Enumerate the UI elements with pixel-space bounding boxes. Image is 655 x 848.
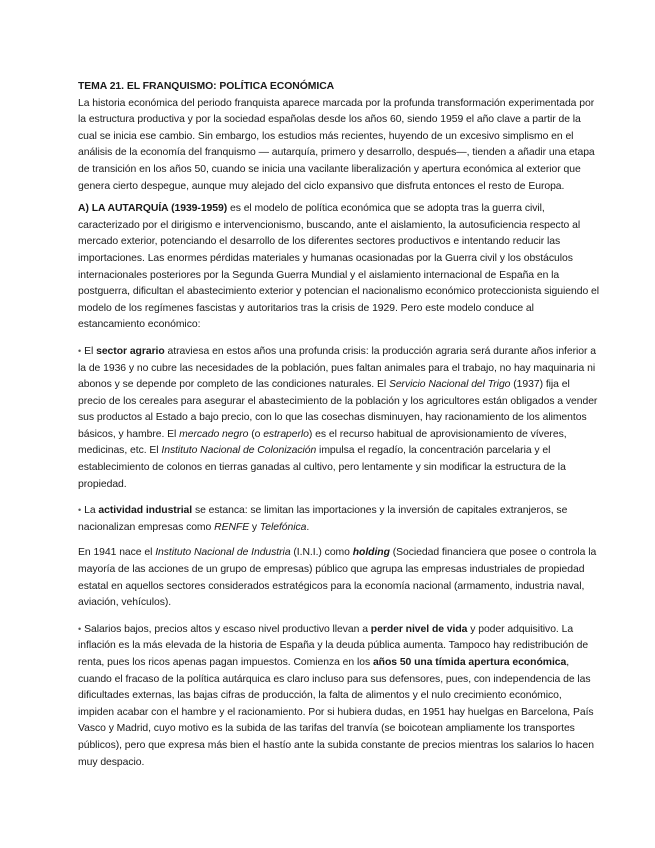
bullet-icon: • bbox=[78, 623, 82, 634]
autarquia-paragraph: A) LA AUTARQUÍA (1939-1959) es el modelo de política económica que se adopta tras la guerra civil, caracterizado por el dirigismo e intervencionismo, buscando, ante el aislamiento, la autosuficiencia respecto al mercado exterior, potenciando el desarrollo de los diferentes sectores productivos e intentando reducir las importaciones. Las enormes pérdidas materiales y humanas ocasionadas por la Guerra civil y los obstáculos internacionales posteriores por la Segunda Guerra Mundial y el aislamiento internacional de España en la postguerra, dificultan el abastecimiento exterior y potencian el nacionalismo económico proteccionista siguiendo el modelo de los regímenes fascistas y autoritarios tras la crisis de 1929. Pero este modelo conduce al estancamiento económico: bbox=[78, 203, 600, 331]
ini-paragraph: En 1941 nace el Instituto Nacional de Industria (I.N.I.) como holding (Sociedad financiera que posee o controla la mayoría de las acciones de un grupo de empresas) público que agrupa las empresas industriales de propiedad estatal en aquellos sectores considerados estratégicos para la economía nacional (armamento, industria naval, aviación, vehículos). bbox=[78, 547, 597, 609]
document-title: TEMA 21. EL FRANQUISMO: POLÍTICA ECONÓMICA bbox=[78, 81, 335, 92]
industrial-paragraph: • La actividad industrial se estanca: se limitan las importaciones y la inversión de capitales extranjeros, se nacionalizan empresas como RENFE y Telefónica. bbox=[78, 505, 568, 533]
bullet-icon: • bbox=[78, 505, 82, 516]
bullet-icon: • bbox=[78, 345, 82, 356]
agrario-paragraph: • El sector agrario atraviesa en estos años una profunda crisis: la producción agraria será durante años inferior a la de 1936 y no cubre las necesidades de la población, pues faltan animales para el trabajo, no hay maquinaria ni abonos y se depende por completo de las condiciones naturales. El Servicio Nacional del Trigo (1937) fija el precio de los cereales para asegurar el abastecimiento de la población y los agricultores están obligados a vender sus productos al Estado a bajo precio, con lo que las cosechas disminuyen, hay racionamiento de los alimentos básicos, y hambre. El mercado negro (o estraperlo) es el recurso habitual de aprovisionamiento de víveres, medicinas, etc. El Instituto Nacional de Colonización impulsa el regadío, la concentración parcelaria y el establecimiento de colonos en tierras ganadas al cultivo, pero lentamente y sin modificar la estructura de la propiedad. bbox=[78, 345, 598, 490]
intro-paragraph: La historia económica del periodo franquista aparece marcada por la profunda transformación experimentada por la estructura productiva y por la sociedad españolas desde los años 60, siendo 1959 el año clave a partir de la cual se inicia ese cambio. Sin embargo, los estudios más recientes, huyendo de un excesivo simplismo en el análisis de la economía del franquismo — autarquía, primero y desarrollo, después—, tienden a añadir una etapa de transición en los años 50, cuando se inicia una vacilante liberalización y apertura económica al exterior que genera cierto despegue, aunque muy alejado del ciclo expansivo que disfruta entonces el resto de Europa. bbox=[78, 97, 595, 192]
document-page bbox=[78, 79, 600, 771]
autarquia-heading: A) LA AUTARQUÍA (1939-1959) bbox=[78, 203, 228, 215]
salarios-paragraph: • Salarios bajos, precios altos y escaso nivel productivo llevan a perder nivel de vida y poder adquisitivo. La inflación es la más elevada de la historia de España y la deuda pública aumenta. Tampoco hay redistribución de renta, pues los ricos apenas pagan impuestos. Comienza en los años 50 una tímida apertura económica, cuando el fracaso de la política autárquica es claro incluso para sus defensores, pues, con independencia de las dificultades externas, las bajas cifras de producción, la falta de alimentos y el nulo crecimiento económico, impiden acabar con el hambre y el racionamiento. Por si hubiera dudas, en 1951 hay huelgas en Barcelona, País Vasco y Madrid, cuyo motivo es la subida de las tarifas del tranvía (se boicotean ampliamente los transportes públicos), pero que expresa más bien el hastío ante la subida constante de precios mientras los salarios lo hacen muy despacio. bbox=[78, 623, 594, 768]
